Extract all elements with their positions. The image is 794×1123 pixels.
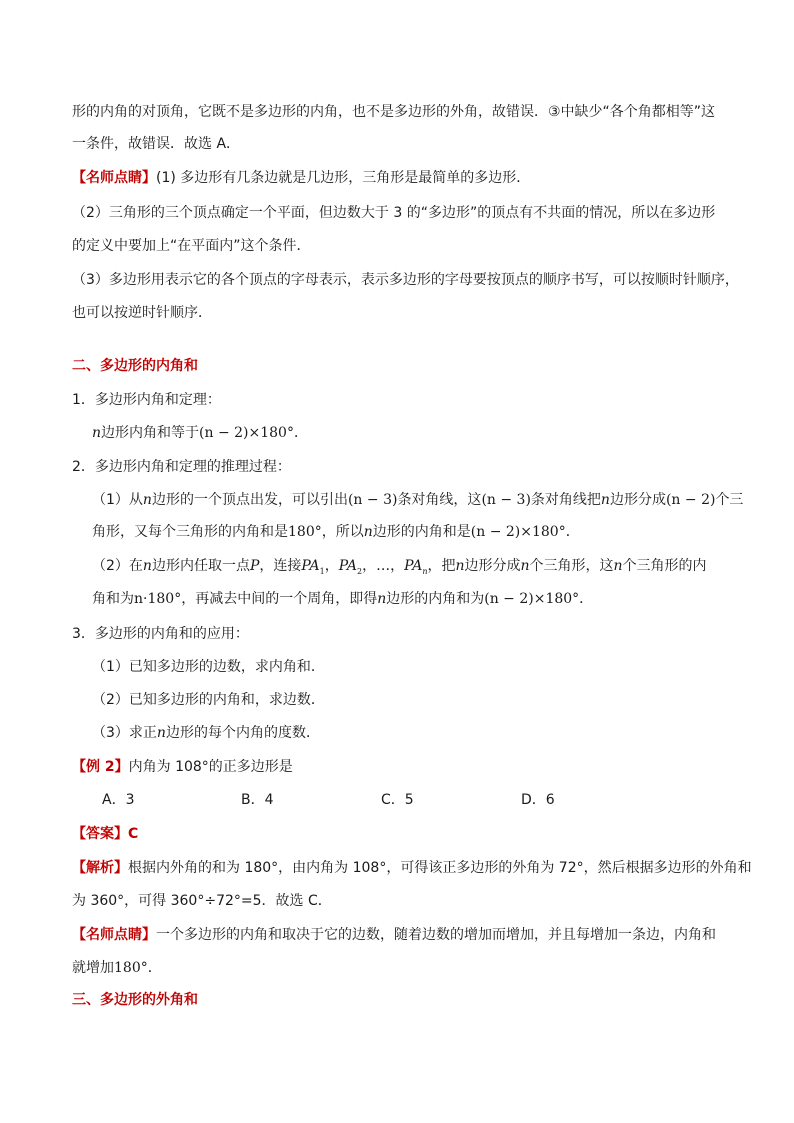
formula: (n − 3): [347, 492, 398, 508]
text: 的定义中要加上“在平面内”这个条件．: [72, 238, 311, 254]
text: （1）从: [92, 492, 143, 508]
var: n: [142, 492, 152, 508]
text: 边形内任取一点: [151, 558, 250, 574]
example-question: [72, 757, 293, 777]
text: 个三角形的内: [622, 558, 707, 574]
text: ．: [579, 591, 594, 607]
reasoning-line: [92, 589, 593, 609]
tip-line: [72, 270, 739, 290]
option-a: A．3: [102, 792, 135, 808]
var: n: [363, 524, 373, 540]
var: n: [613, 558, 623, 574]
text: ，: [362, 558, 377, 574]
application-item: [92, 723, 320, 743]
text: ，把: [427, 558, 456, 574]
text: ．: [565, 524, 580, 540]
text: 边形的一个顶点出发，可以引出: [151, 492, 348, 508]
tip-tag: 【名师点睛】: [72, 927, 156, 943]
text: ，: [390, 558, 405, 574]
text: 角和为: [92, 591, 134, 607]
formula: (n − 2): [665, 492, 716, 508]
formula-line: [92, 423, 308, 443]
text: ，: [324, 558, 339, 574]
text: 角形，又每个三角形的内角和是: [92, 524, 288, 540]
formula: (n − 2)×180°: [199, 425, 294, 441]
formula: (n − 3): [481, 492, 531, 508]
text: 形的内角的对顶角，它既不是多边形的内角，也不是多边形的外角，故错误．③中缺少“各个角都相等”这: [72, 104, 716, 120]
section-title: 二、多边形的内角和: [72, 358, 198, 374]
var: n: [520, 558, 530, 574]
tip-line: [72, 203, 715, 223]
var: n: [156, 725, 166, 741]
text: 边形的内角和是: [372, 524, 471, 540]
subheading: 1．多边形内角和定理：: [72, 392, 221, 408]
subscript: 1: [319, 566, 325, 576]
text: 也可以按逆时针顺序．: [72, 305, 212, 321]
text: （3）求正: [92, 725, 157, 741]
answer-tag: 【答案】: [72, 826, 128, 842]
formula: (n − 2)×180°: [470, 524, 566, 540]
formula: 180°: [114, 960, 148, 976]
text: 一个多边形的内角和取决于它的边数，随着边数的增加而增加，并且每增加一条边，内角和: [156, 927, 716, 943]
var: PA: [404, 558, 423, 574]
formula: (n − 2)×180°: [484, 591, 580, 607]
subscript: 2: [356, 566, 363, 576]
text: ，所以: [321, 524, 364, 540]
var: PA: [301, 558, 320, 574]
text: 边形的内角和为: [386, 591, 485, 607]
subheading: 2．多边形内角和定理的推理过程：: [72, 459, 291, 475]
text: 就增加: [72, 960, 114, 976]
tip-line: [72, 236, 311, 256]
formula: n·180°: [134, 591, 182, 607]
text: ，再减去中间的一个周角，即得: [181, 591, 378, 607]
formula: 180°: [288, 524, 322, 540]
text: ，连接: [259, 558, 302, 574]
var: n: [92, 425, 102, 441]
text: (1) 多边形有几条边就是几边形，三角形是最简单的多边形．: [156, 170, 531, 186]
text: 条对角线把: [530, 492, 601, 508]
subscript: n: [422, 566, 428, 576]
text: 根据内外角的和为 180°，由内角为 108°，可得该正多边形的外角为 72°，然后根据多边形的外角和: [128, 860, 752, 876]
reasoning-line: [92, 556, 707, 576]
text: 为 360°，可得 360°÷72°=5．故选 C．: [72, 893, 332, 909]
application-item: （1）已知多边形的边数，求内角和．: [92, 659, 325, 675]
text: 个三角形，这: [529, 558, 614, 574]
text: （2）三角形的三个顶点确定一个平面，但边数大于 3 的“多边形”的顶点有不共面的情况，所以在多边形: [72, 205, 716, 221]
option-b: B．4: [241, 792, 274, 808]
solution-tag: 【解析】: [72, 860, 128, 876]
var: P: [249, 558, 260, 574]
tip-line: [72, 168, 530, 188]
solution-line: [72, 891, 332, 911]
subheading: 3．多边形的内角和的应用：: [72, 626, 249, 642]
var: n: [600, 492, 610, 508]
text: （3）多边形用表示它的各个顶点的字母表示，表示多边形的字母要按顶点的顺序书写，可以按顺时针顺序，: [72, 272, 739, 288]
var: n: [142, 558, 152, 574]
example-tag: 【例 2】: [72, 759, 129, 775]
tip-tag: 【名师点睛】: [72, 170, 156, 186]
text: ．: [293, 425, 308, 441]
text: 边形分成: [464, 558, 521, 574]
text: ．: [147, 960, 162, 976]
option-c: C．5: [381, 792, 414, 808]
text: 边形的每个内角的度数．: [165, 725, 320, 741]
reasoning-line: [92, 522, 580, 542]
text: （2）在: [92, 558, 143, 574]
text: 边形内角和等于: [101, 425, 200, 441]
application-item: （2）已知多边形的内角和，求边数．: [92, 692, 325, 708]
answer-line: [72, 824, 138, 844]
paragraph-line: [72, 102, 715, 122]
tip-line: [72, 958, 162, 978]
option-d: D．6: [521, 792, 555, 808]
tip-line: [72, 925, 716, 945]
solution-line: [72, 858, 752, 878]
text: 条对角线，这: [397, 492, 482, 508]
paragraph-line: [72, 134, 240, 154]
answer-value: C: [128, 826, 139, 842]
text: 边形分成: [609, 492, 666, 508]
text: 个三: [715, 492, 744, 508]
text: 一条件，故错误．故选 A．: [72, 136, 241, 152]
ellipsis: …: [376, 558, 391, 574]
var: n: [377, 591, 387, 607]
reasoning-line: [92, 490, 743, 510]
var: PA: [338, 558, 357, 574]
var: n: [455, 558, 465, 574]
section-title: 三、多边形的外角和: [72, 992, 198, 1008]
text: 内角为 108°的正多边形是: [128, 759, 293, 775]
tip-line: [72, 303, 212, 323]
